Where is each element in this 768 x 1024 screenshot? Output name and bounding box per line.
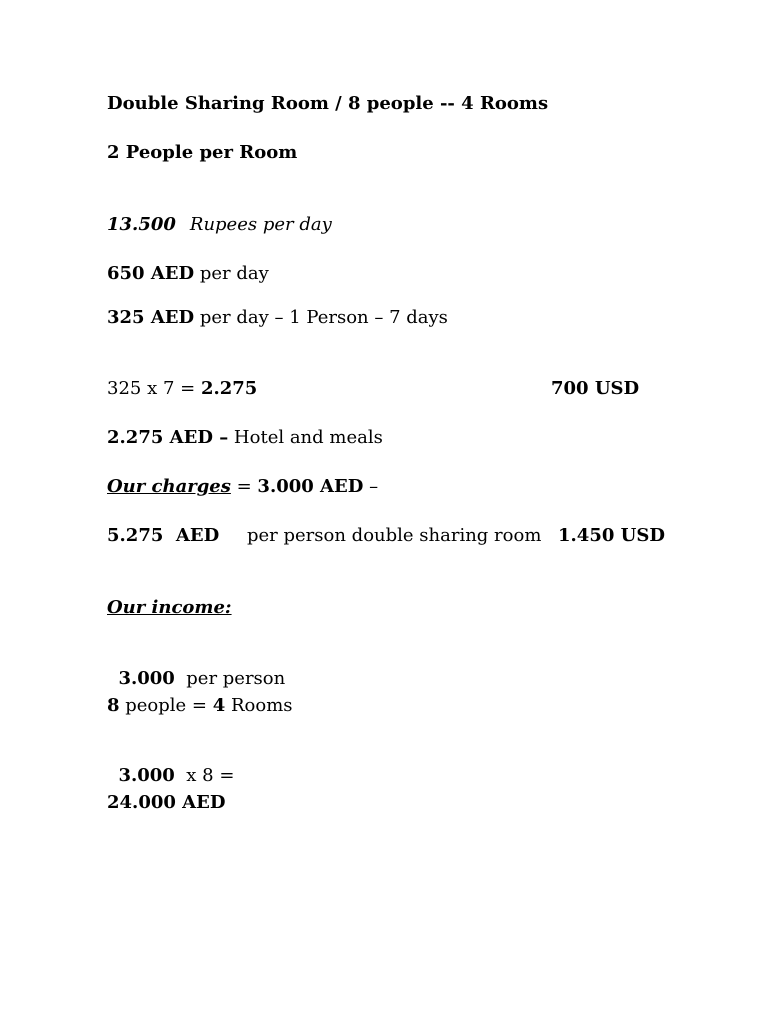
per-person-value: 3.000 <box>118 668 175 689</box>
charges-line <box>107 476 378 498</box>
mult-line <box>107 743 234 787</box>
rooms-count: 4 <box>212 695 226 716</box>
calc-line <box>107 378 257 400</box>
aed650-line <box>107 263 269 285</box>
calc-text: 325 x 7 = <box>107 378 201 399</box>
rooms-text: Rooms <box>225 695 293 716</box>
people-per-room-line: 2 People per Room <box>107 142 298 163</box>
income-total: 24.000 AED <box>107 792 226 813</box>
total-value: 5.275 AED <box>107 525 220 546</box>
charges-label: Our charges <box>107 476 231 497</box>
calc-value: 2.275 <box>200 378 258 399</box>
mult-value: 3.000 <box>118 765 175 786</box>
aed325-value: 325 AED <box>107 307 195 328</box>
document-title: Double Sharing Room / 8 people -- 4 Rooms <box>107 93 549 114</box>
people-text: people = <box>119 695 213 716</box>
rupees-value: 13.500 <box>107 214 176 235</box>
hotel-value: 2.275 AED – <box>107 427 229 448</box>
people-rooms-line <box>107 695 293 717</box>
mult-text: x 8 = <box>174 765 235 786</box>
hotel-text: Hotel and meals <box>228 427 383 448</box>
total-text: per person double sharing room <box>247 525 542 546</box>
calc-usd: 700 USD <box>551 378 640 399</box>
hotel-line <box>107 427 383 449</box>
aed325-text: per day – 1 Person – 7 days <box>194 307 448 328</box>
charges-value: 3.000 AED <box>257 476 364 497</box>
total-usd: 1.450 USD <box>558 525 665 546</box>
aed325-line <box>107 307 448 329</box>
aed650-text: per day <box>194 263 269 284</box>
charges-dash: – <box>363 476 379 497</box>
rupees-line <box>107 214 332 236</box>
charges-eq: = <box>230 476 258 497</box>
per-person-line <box>107 646 285 690</box>
per-person-text: per person <box>174 668 286 689</box>
rupees-text: Rupees per day <box>189 214 332 235</box>
aed650-value: 650 AED <box>107 263 195 284</box>
people-count: 8 <box>107 695 120 716</box>
income-label: Our income: <box>107 597 232 618</box>
